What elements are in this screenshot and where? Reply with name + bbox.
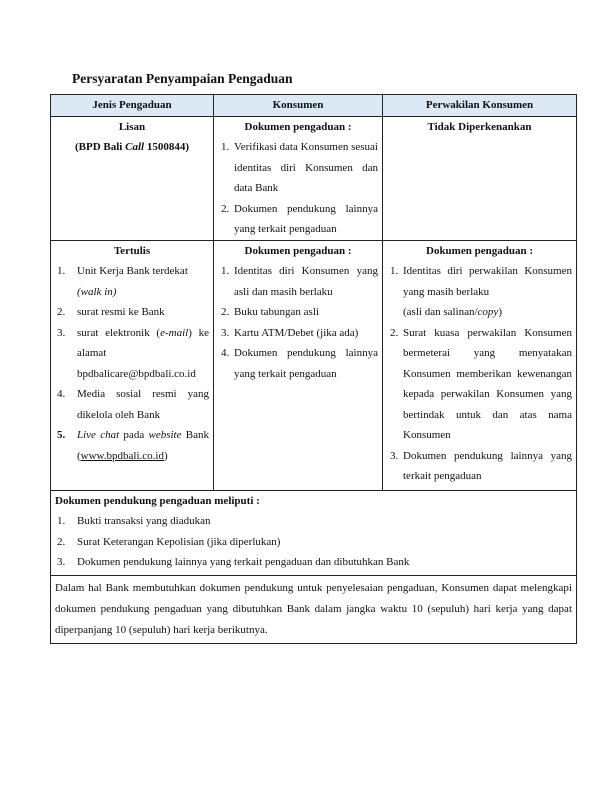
lisan-title: Lisan bbox=[118, 120, 146, 133]
list-item: 1. Unit Kerja Bank terdekat (walk in) bbox=[57, 265, 188, 298]
lisan-sub-prefix: (BPD Bali bbox=[75, 141, 126, 153]
tertulis-perwakilan-heading: Dokumen pengaduan : bbox=[426, 244, 533, 257]
list-item: 1. Bukti transaksi yang diadukan bbox=[57, 515, 211, 527]
cell-lisan-type bbox=[51, 116, 214, 240]
list-item: 1. Verifikasi data Konsumen sesuai identitas diri Konsumen dan data Bank bbox=[221, 141, 378, 194]
list-item: 4. Dokumen pendukung lainnya yang terkait pengaduan bbox=[221, 347, 378, 380]
lisan-sub-call: Call bbox=[125, 141, 145, 153]
list-item: 4. Media sosial resmi yang dikelola oleh Bank bbox=[57, 388, 209, 421]
list-item: 2. surat resmi ke Bank bbox=[57, 306, 165, 318]
website-link[interactable]: www.bpdbali.co.id bbox=[80, 449, 164, 462]
cell-tertulis-type bbox=[51, 240, 214, 490]
cell-support bbox=[51, 490, 577, 575]
tertulis-title: Tertulis bbox=[113, 244, 151, 257]
lisan-konsumen-list bbox=[218, 137, 378, 240]
tertulis-type-list bbox=[55, 261, 209, 466]
list-item: 1. Identitas diri Konsumen yang asli dan masih berlaku bbox=[221, 265, 378, 298]
header-row bbox=[51, 95, 577, 117]
page-title: Persyaratan Penyampaian Pengaduan bbox=[72, 71, 293, 86]
list-item: 2. Dokumen pendukung lainnya yang terkait pengaduan bbox=[221, 202, 378, 235]
list-item: 2. Buku tabungan asli bbox=[221, 306, 319, 318]
support-heading: Dokumen pendukung pengaduan meliputi : bbox=[55, 494, 260, 507]
row-lisan bbox=[51, 116, 577, 240]
tertulis-perwakilan-list bbox=[387, 261, 572, 487]
row-tertulis bbox=[51, 240, 577, 490]
row-note bbox=[51, 575, 577, 643]
list-item: 3. Dokumen pendukung lainnya yang terkait pengaduan bbox=[390, 449, 572, 482]
header-konsumen: Konsumen bbox=[214, 95, 383, 117]
cell-tertulis-perwakilan bbox=[383, 240, 577, 490]
lisan-perwakilan-text: Tidak Diperkenankan bbox=[427, 120, 532, 133]
lisan-konsumen-heading: Dokumen pengaduan : bbox=[244, 120, 352, 133]
cell-tertulis-konsumen bbox=[214, 240, 383, 490]
row-support bbox=[51, 490, 577, 575]
cell-lisan-konsumen bbox=[214, 116, 383, 240]
list-item: 2. Surat kuasa perwakilan Konsumen bermeterai yang menyatakan Konsumen memberikan kewenangan kepada perwakilan Konsumen yang bertindak untuk dan atas nama Konsumen bbox=[390, 326, 572, 441]
header-perwakilan-konsumen: Perwakilan Konsumen bbox=[383, 95, 577, 117]
list-item: 2. Surat Keterangan Kepolisian (jika diperlukan) bbox=[57, 535, 281, 548]
lisan-sub-suffix: 1500844) bbox=[144, 141, 189, 153]
list-item: 5. Live chat pada website Bank (www.bpdbali.co.id) bbox=[57, 429, 209, 462]
tertulis-konsumen-list bbox=[218, 261, 378, 384]
requirements-table bbox=[50, 94, 577, 644]
tertulis-konsumen-heading: Dokumen pengaduan : bbox=[244, 244, 352, 257]
header-jenis-pengaduan: Jenis Pengaduan bbox=[51, 95, 214, 117]
lisan-subtitle bbox=[55, 137, 209, 158]
note-text: Dalam hal Bank membutuhkan dokumen pendukung untuk penyelesaian pengaduan, Konsumen dapat melengkapi dokumen pendukung pengaduan yang dibutuhkan Bank dalam jangka waktu 10 (sepuluh) hari kerja yang dapat diperpanjang 10 (sepuluh) hari kerja berikutnya. bbox=[51, 575, 577, 643]
list-item: 3. Kartu ATM/Debet (jika ada) bbox=[221, 326, 359, 339]
list-item: 3. Dokumen pendukung lainnya yang terkait pengaduan dan dibutuhkan Bank bbox=[57, 556, 410, 568]
support-list bbox=[55, 511, 572, 573]
list-item: 3. surat elektronik (e-mail) ke alamat bpdbalicare@bpdbali.co.id bbox=[57, 326, 209, 380]
cell-lisan-perwakilan bbox=[383, 116, 577, 240]
list-item: 1. Identitas diri perwakilan Konsumen yang masih berlaku (asli dan salinan/copy) bbox=[390, 265, 572, 318]
